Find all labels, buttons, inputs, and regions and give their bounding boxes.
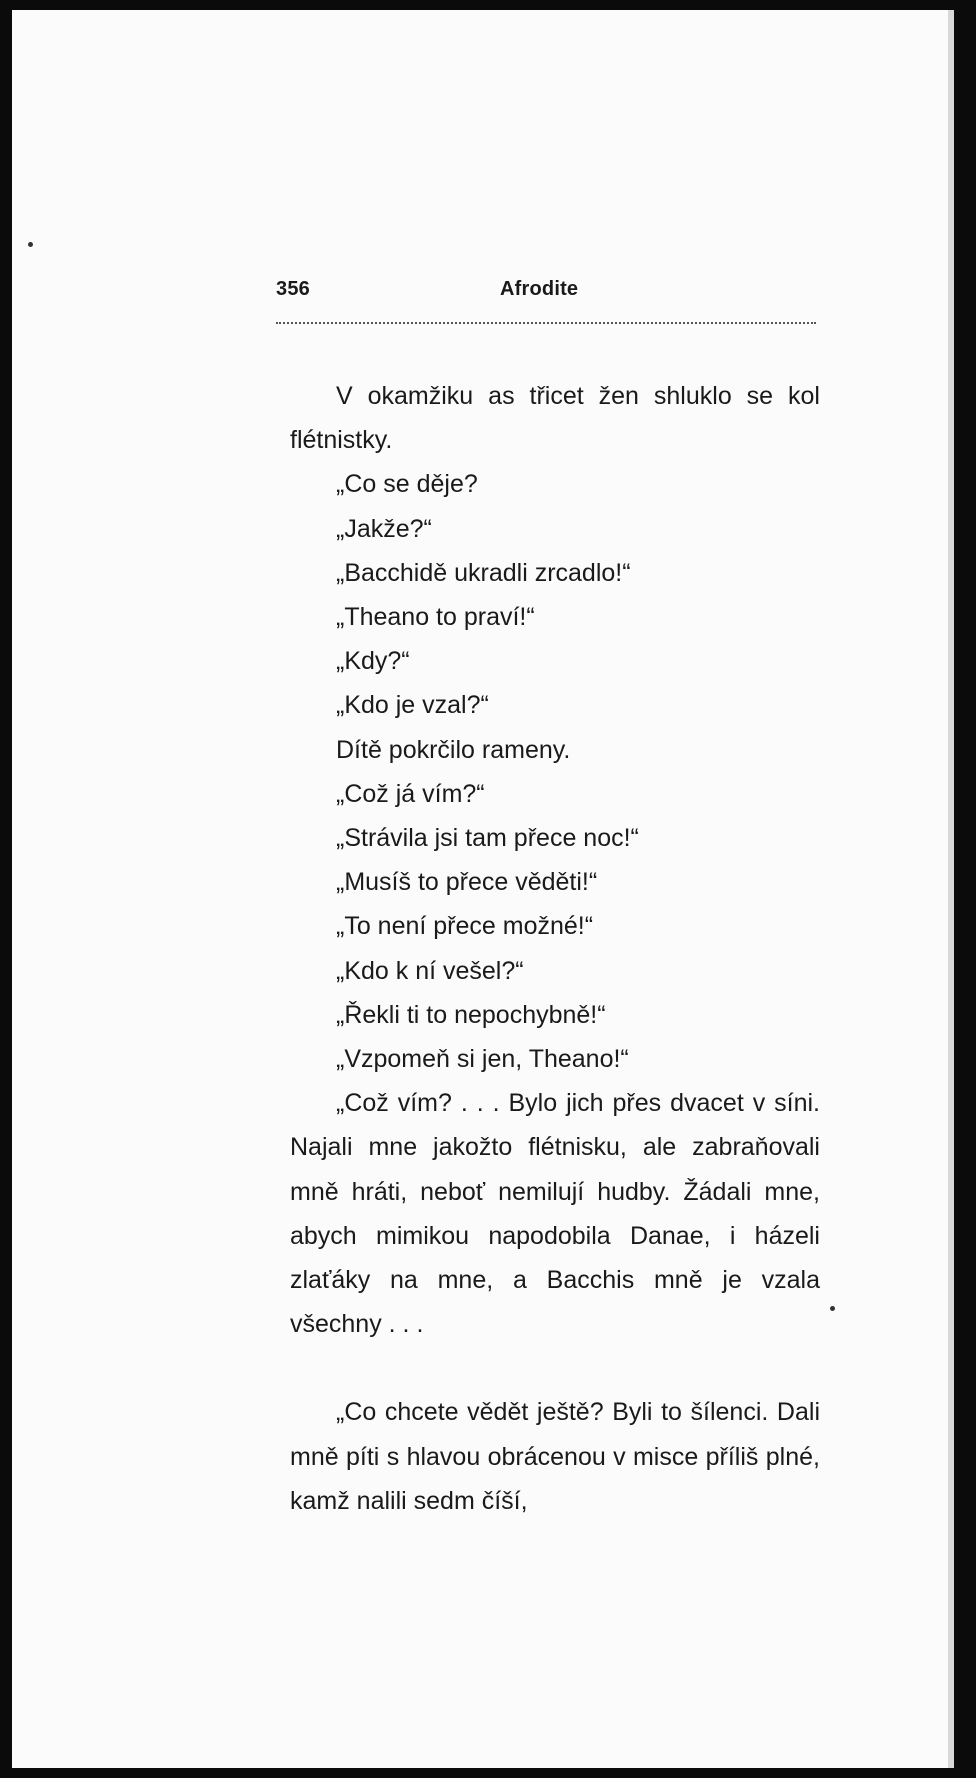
dialogue-line: „Kdy?“: [336, 647, 410, 676]
dialogue-line: „Kdo k ní vešel?“: [336, 956, 524, 985]
dialogue-line: „Kdo je vzal?“: [336, 691, 489, 720]
body-text: [290, 374, 820, 1523]
dialogue-line: „Což já vím?“: [336, 779, 485, 808]
running-title: Afrodite: [500, 278, 579, 300]
dialogue-line: „Strávila jsi tam přece noc!“: [336, 824, 639, 853]
page-edge: [948, 10, 954, 1768]
dialogue-line: „Co se děje?: [336, 470, 478, 499]
dialogue-line: „Theano to praví!“: [336, 603, 535, 632]
header-rule: [276, 322, 816, 324]
dialogue-line: „Musíš to přece věděti!“: [336, 868, 598, 897]
book-page: [0, 10, 948, 1768]
dialogue-line: „Řekli ti to nepochybně!“: [336, 1000, 606, 1029]
page-number: 356: [276, 278, 310, 300]
dialogue-line: „Bacchidě ukradli zrcadlo!“: [336, 558, 631, 587]
paragraph: „Což vím? . . . Bylo jich přes dvacet v síni. Najali mne jakožto flétnisku, ale zabraňovali mně hráti, neboť nemilují hudby. Žádali mne, abych mimikou napodobila Danae, i házeli zlaťáky na mne, a Bacchis mně je vzala všechny . . .: [290, 1089, 820, 1339]
paragraph: „Co chcete vědět ještě? Byli to šílenci. Dali mně píti s hlavou obrácenou v misce příliš plné, kamž nalili sedm číší,: [290, 1398, 820, 1515]
scan-speck: [28, 242, 33, 247]
narration-line: Dítě pokrčilo rameny.: [336, 735, 571, 764]
page-header: [276, 278, 816, 308]
dialogue-line: „Vzpomeň si jen, Theano!“: [336, 1045, 629, 1074]
scan-speck: [830, 1306, 835, 1311]
paragraph: V okamžiku as třicet žen shluklo se kol flétnistky.: [290, 382, 820, 455]
dialogue-line: „To není přece možné!“: [336, 912, 594, 941]
dialogue-line: „Jakže?“: [336, 514, 432, 543]
